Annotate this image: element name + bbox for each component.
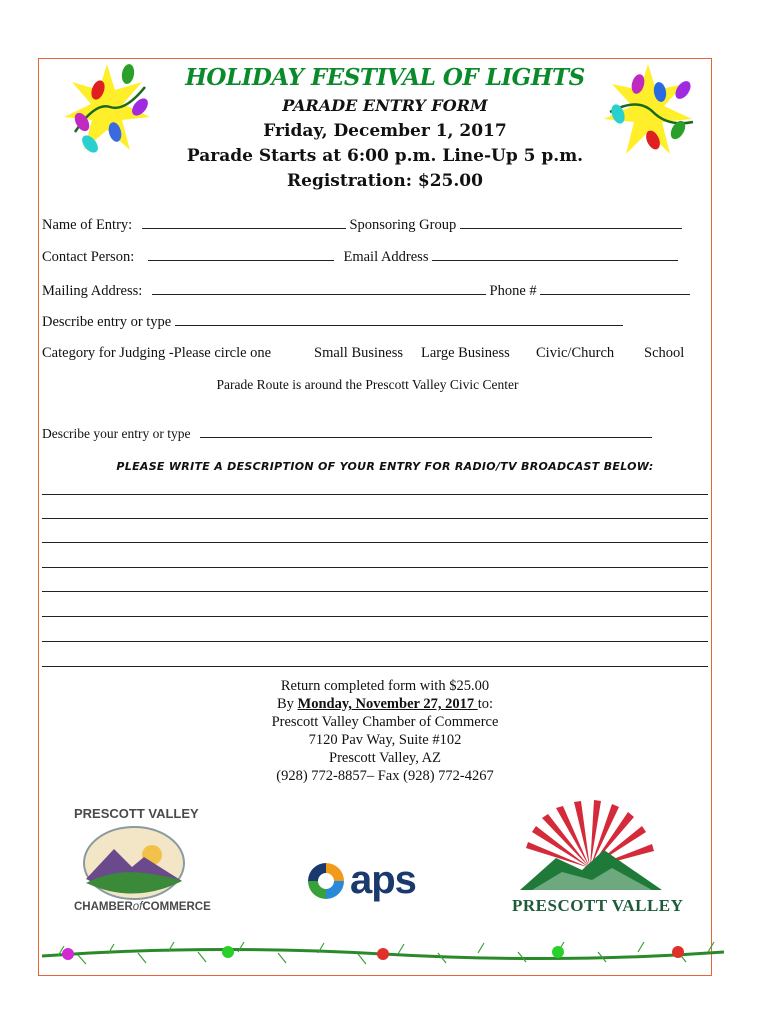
category-civic-church[interactable]: Civic/Church — [536, 345, 615, 361]
description-line[interactable] — [42, 494, 708, 495]
aps-logo — [306, 858, 416, 903]
return-deadline-prefix: By — [276, 696, 298, 712]
registration-fee: Registration: $25.00 — [287, 171, 483, 191]
aps-swirl-icon — [306, 861, 346, 901]
route-note: Parade Route is around the Prescott Valley Civic Center — [216, 377, 519, 392]
mailing-address-field[interactable] — [152, 280, 486, 295]
prescott-valley-logo — [512, 798, 684, 924]
form-subtitle: PARADE ENTRY FORM — [282, 96, 488, 115]
mailing-address-label: Mailing Address: — [42, 283, 143, 299]
email-address-label: Email Address — [343, 249, 429, 265]
chamber-logo-top-text: PRESCOTT VALLEY — [74, 806, 199, 821]
chamber-of-commerce-logo — [74, 806, 211, 928]
description-line[interactable] — [42, 591, 708, 592]
category-large-business[interactable]: Large Business — [421, 345, 510, 361]
describe-entry-label: Describe entry or type — [42, 314, 172, 330]
contact-row — [42, 246, 678, 266]
description-line[interactable] — [42, 542, 708, 543]
broadcast-label: PLEASE WRITE A DESCRIPTION OF YOUR ENTRY FOR RADIO/TV BROADCAST BELOW: — [116, 460, 654, 473]
return-street: 7120 Pav Way, Suite #102 — [308, 732, 462, 748]
description-line[interactable] — [42, 567, 708, 568]
category-school[interactable]: School — [644, 345, 685, 361]
phone-label: Phone # — [489, 283, 537, 299]
category-label: Category for Judging -Please circle one — [42, 345, 272, 361]
sponsoring-group-label: Sponsoring Group — [349, 217, 457, 233]
mailing-row — [42, 280, 690, 300]
event-times: Parade Starts at 6:00 p.m. Line-Up 5 p.m. — [186, 146, 584, 166]
aps-logo-text: aps — [350, 858, 416, 902]
garland-decoration — [38, 938, 728, 972]
name-of-entry-row — [42, 214, 682, 234]
event-date: Friday, December 1, 2017 — [263, 121, 507, 141]
contact-person-label: Contact Person: — [42, 249, 135, 265]
category-small-business[interactable]: Small Business — [314, 345, 404, 361]
sunburst-mountain-icon — [512, 798, 668, 896]
return-deadline — [0, 696, 770, 713]
describe-entry-2-label: Describe your entry or type — [42, 426, 191, 441]
email-address-field[interactable] — [432, 246, 678, 261]
describe-entry-field[interactable] — [175, 311, 623, 326]
name-of-entry-label: Name of Entry: — [42, 217, 133, 233]
describe-entry-2-field[interactable] — [200, 426, 652, 438]
description-line[interactable] — [42, 641, 708, 642]
describe-entry-row — [42, 311, 623, 331]
describe-entry-row-2 — [42, 426, 652, 442]
description-line[interactable] — [42, 518, 708, 519]
return-line-1: Return completed form with $25.00 — [280, 678, 490, 694]
return-deadline-date: Monday, November 27, 2017 — [297, 696, 478, 712]
contact-person-field[interactable] — [148, 246, 334, 261]
return-city: Prescott Valley, AZ — [329, 750, 441, 766]
sponsoring-group-field[interactable] — [460, 214, 682, 229]
return-deadline-suffix: to: — [477, 696, 494, 712]
name-of-entry-field[interactable] — [142, 214, 346, 229]
prescott-valley-logo-text: PRESCOTT VALLEY — [512, 896, 684, 915]
return-phones: (928) 772-8857– Fax (928) 772-4267 — [276, 768, 494, 784]
description-line[interactable] — [42, 616, 708, 617]
chamber-logo-bottom-text: CHAMBERofCOMMERCE — [74, 901, 211, 913]
phone-field[interactable] — [540, 280, 690, 295]
page-title: HOLIDAY FESTIVAL OF LIGHTS — [185, 64, 585, 91]
mountain-sun-icon — [74, 821, 194, 901]
return-org: Prescott Valley Chamber of Commerce — [271, 714, 499, 730]
description-line[interactable] — [42, 666, 708, 667]
